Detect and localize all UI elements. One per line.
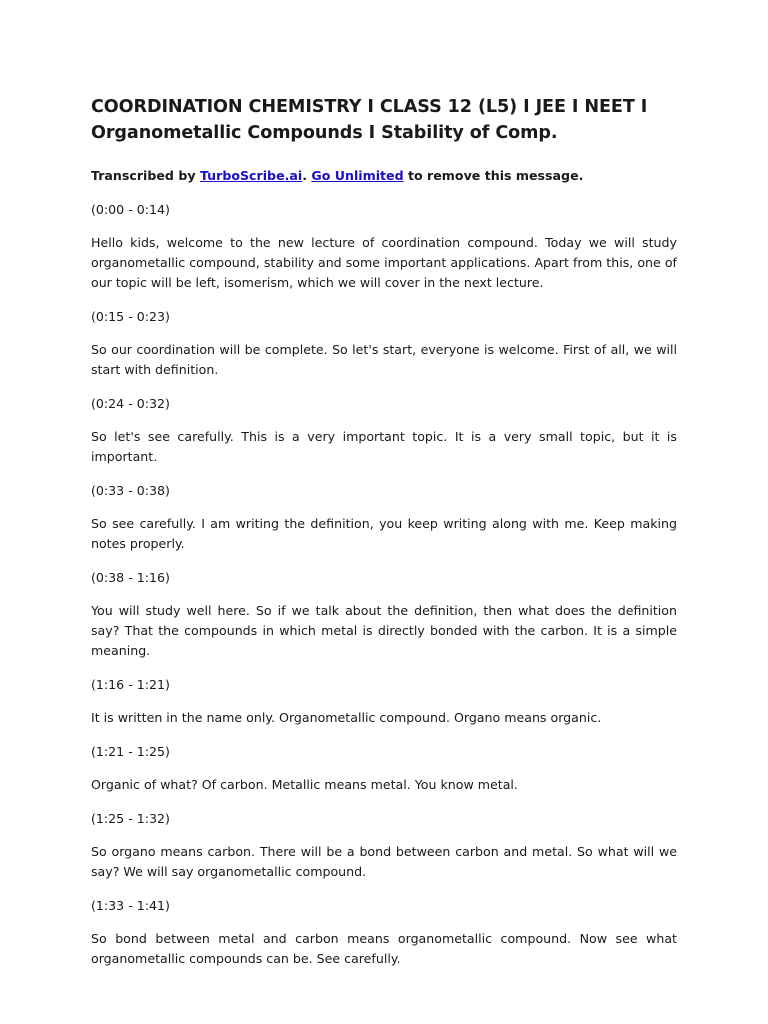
segment-timestamp: (0:00 - 0:14) <box>91 202 170 217</box>
segment-text: Organic of what? Of carbon. Metallic means metal. You know metal. <box>91 777 518 792</box>
notice-suffix: to remove this message. <box>403 168 584 183</box>
segment-timestamp: (0:38 - 1:16) <box>91 570 170 585</box>
segment-text: It is written in the name only. Organometallic compound. Organo means organic. <box>91 710 602 725</box>
transcript-segment <box>91 200 677 293</box>
transcript-segment <box>91 742 677 795</box>
segment-text: So organo means carbon. There will be a bond between carbon and metal. So what will we say? We will say organometallic compound. <box>91 844 677 879</box>
segment-timestamp: (0:24 - 0:32) <box>91 396 170 411</box>
transcription-notice <box>91 166 677 186</box>
segment-timestamp: (1:21 - 1:25) <box>91 744 170 759</box>
segment-timestamp: (0:15 - 0:23) <box>91 309 170 324</box>
transcript-segment <box>91 896 677 969</box>
segment-timestamp: (1:33 - 1:41) <box>91 898 170 913</box>
segment-timestamp: (1:25 - 1:32) <box>91 811 170 826</box>
segment-timestamp: (0:33 - 0:38) <box>91 483 170 498</box>
notice-separator: . <box>302 168 312 183</box>
transcript-segment <box>91 481 677 554</box>
segment-timestamp: (1:16 - 1:21) <box>91 677 170 692</box>
segment-text: So let's see carefully. This is a very important topic. It is a very small topic, but it is important. <box>91 429 677 464</box>
segment-text: So see carefully. I am writing the definition, you keep writing along with me. Keep making notes properly. <box>91 516 677 551</box>
document-title: COORDINATION CHEMISTRY I CLASS 12 (L5) I JEE I NEET I Organometallic Compounds I Stability of Comp. <box>91 97 648 143</box>
segment-text: Hello kids, welcome to the new lecture of coordination compound. Today we will study organometallic compound, stability and some important applications. Apart from this, one of our topic will be left, isomerism, which we will cover in the next lecture. <box>91 235 677 290</box>
transcript-segment <box>91 568 677 661</box>
transcript-segment <box>91 809 677 882</box>
segment-text: You will study well here. So if we talk about the definition, then what does the definition say? That the compounds in which metal is directly bonded with the carbon. It is a simple meaning. <box>91 603 677 658</box>
turboscribe-link[interactable]: TurboScribe.ai <box>199 168 303 183</box>
transcript-segment <box>91 307 677 380</box>
transcript-segment <box>91 675 677 728</box>
segment-text: So our coordination will be complete. So let's start, everyone is welcome. First of all, we will start with definition. <box>91 342 677 377</box>
notice-prefix: Transcribed by <box>91 168 200 183</box>
segment-text: So bond between metal and carbon means organometallic compound. Now see what organometallic compounds can be. See carefully. <box>91 931 677 966</box>
transcript-segments <box>91 200 677 969</box>
transcript-segment <box>91 394 677 467</box>
go-unlimited-link[interactable]: Go Unlimited <box>311 168 404 183</box>
